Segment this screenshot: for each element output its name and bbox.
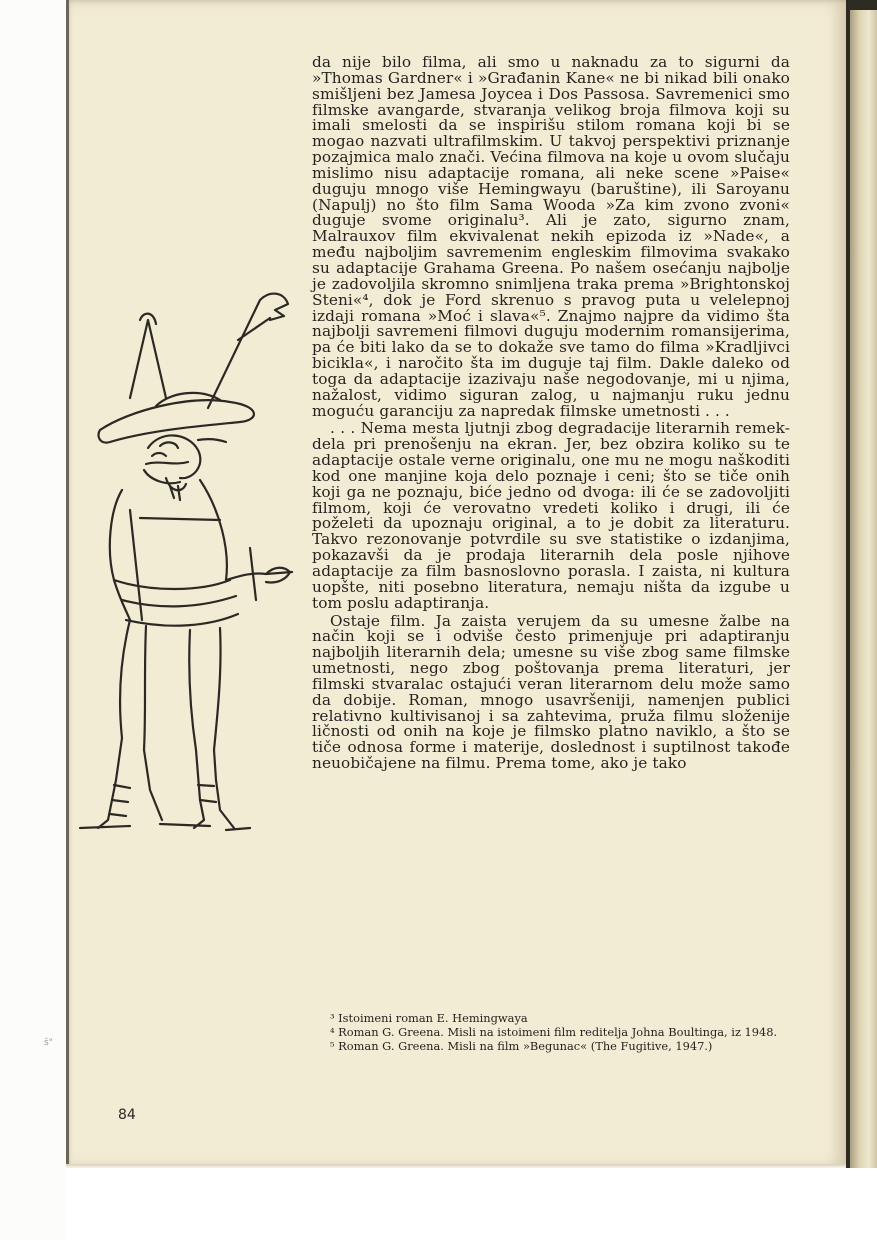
body-text-column xyxy=(312,55,790,772)
footnotes xyxy=(312,1012,790,1055)
footnote: ⁵ Roman G. Greena. Misli na film »Begunac« (The Fugitive, 1947.) xyxy=(330,1039,713,1054)
figure-illustration xyxy=(70,280,310,840)
body-paragraph: . . . Nema mesta ljutnji zbog degradacije literarnih remek-dela pri prenošenju na ekran. Jer, bez obzira koliko su te adaptacije ostale verne originalu, one mu ne mogu naškoditi kod one manjine koja delo poznaje i ceni; što se tiče onih koji ga ne poznaju, biće jedno od dvoga: ili će se zadovoljiti filmom, koji će verovatno vredeti koliko i drugi, ili će poželeti da upoznaju original, a to je dobit za literaturu. Takvo rezonovanje potvrdile su sve statistike o izdanjima, pokazavši da je prodaja literarnih dela posle njihove adaptacije za film basnoslovno porasla. I zaista, ni kultura uopšte, niti posebno literatura, nemaju ništa da izgube u tom poslu adaptiranja. xyxy=(312,419,790,612)
body-paragraph: da nije bilo filma, ali smo u naknadu za to sigurni da »Thomas Gardner« i »Građanin Kane« ne bi nikad bili onako smišljeni bez Jamesa Joycea i Dos Passosa. Savremenici smo filmske avangarde, stvaranja velikog broja filmova koji su imali smelosti da se inspirišu stilom romana koji bi se mogao nazvati ultrafilmskim. U takvoj perspektivi priznanje pozajmica malo znači. Većina filmova na koje u ovom slučaju mislimo nisu adaptacije romana, ali neke scene »Paise« duguju mnogo više Hemingwayu (baruštine), ili Saroyanu (Napulj) no što film Sama Wooda »Za kim zvono zvoni« duguje svome originalu³. Ali je zato, sigurno znam, Malrauxov film ekvivalenat nekih epizoda iz »Nade«, a među najboljim savremenim engleskim filmovima svakako su adaptacije Grahama Greena. Po našem osećanju najbolje je zadovoljila skromno snimljena traka prema »Brightonskoj Steni«⁴, dok je Ford skrenuo s pravog puta u velelepnoj izdaji romana »Moć i slava«⁵. Znajmo najpre da vidimo šta najbolji savremeni filmovi duguju modernim romansijerima, pa će biti lako da se to dokaže sve tamo do filma »Kradljivci bicikla«, i naročito šta im duguje taj film. Dakle daleko od toga da adaptacije izazivaju naše negodovanje, mi u njima, nažalost, vidimo siguran zalog, u najmanju ruku jednu moguću garanciju za napredak filmske umetnosti . . . xyxy=(312,53,790,420)
scan-background-bottom xyxy=(66,1168,877,1240)
margin-mark: š" xyxy=(44,1038,53,1048)
page-left-edge xyxy=(66,0,69,1168)
footnote: ³ Istoimeni roman E. Hemingwaya xyxy=(330,1011,528,1025)
adjacent-page-edge xyxy=(850,10,877,1170)
body-paragraph: Ostaje film. Ja zaista verujem da su umesne žalbe na način koji se i odviše često primenjuje pri adaptiranju najboljih literarnih dela; umesne su više zbog same filmske umetnosti, nego zbog poštovanja prema literaturi, jer filmski stvaralac ostajući veran literarnom delu može samo da dobije. Roman, mnogo usavršeniji, namenjen publici relativno kultivisanoj i sa zahtevima, pruža filmu složenije ličnosti od onih na koje je filmsko platno naviklo, a što se tiče odnosa forme i materije, doslednost i suptilnost takođe neuobičajene na filmu. Prema tome, ako je tako xyxy=(312,611,790,773)
page-number: 84 xyxy=(118,1107,136,1123)
footnote: ⁴ Roman G. Greena. Misli na istoimeni film reditelja Johna Boultinga, iz 1948. xyxy=(330,1025,778,1040)
scan-background-left xyxy=(0,0,70,1240)
